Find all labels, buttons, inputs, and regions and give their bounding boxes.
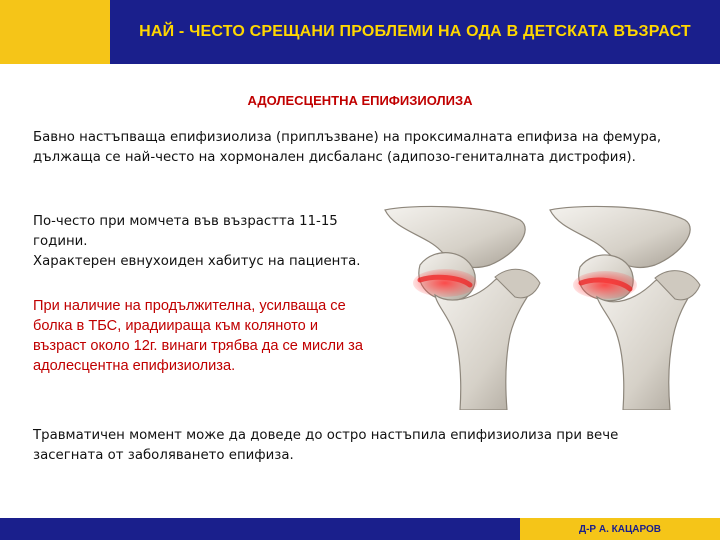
header-yellow-block — [0, 0, 110, 64]
slide-title: НАЙ - ЧЕСТО СРЕЩАНИ ПРОБЛЕМИ НА ОДА В ДЕТСКАТА ВЪЗРАСТ — [139, 23, 691, 40]
paragraph-trauma: Травматичен момент може да доведе до остро настъпила епифизиолиза при вече засегната от заболяването епифиза. — [33, 428, 619, 463]
hip-illustration-right — [550, 206, 700, 410]
section-subtitle: АДОЛЕСЦЕНТНА ЕПИФИЗИОЛИЗА — [247, 93, 473, 108]
hip-joint-illustration — [365, 205, 715, 410]
footer-blue-bar — [0, 518, 520, 540]
paragraph-warning: При наличие на продължителна, усилваща се болка в ТБС, ирадиираща към коляното и възраст около 12г. винаги трябва да се мисли за адолесцентна епифизиолиза. — [33, 298, 363, 374]
epidemiology-line-habitus: Характерен евнухоиден хабитус на пациента. — [33, 254, 361, 269]
footer-author: Д-Р А. КАЦАРОВ — [578, 523, 662, 535]
paragraph-epidemiology — [33, 212, 383, 272]
hip-illustration-left — [385, 206, 540, 410]
paragraph-definition: Бавно настъпваща епифизиолиза (приплъзване) на проксималната епифиза на фемура, дължаща се най-често на хормонален дисбаланс (адипозо-гениталната дистрофия). — [33, 130, 662, 165]
epidemiology-line-age: По-често при момчета във възрастта 11-15 години. — [33, 214, 338, 249]
